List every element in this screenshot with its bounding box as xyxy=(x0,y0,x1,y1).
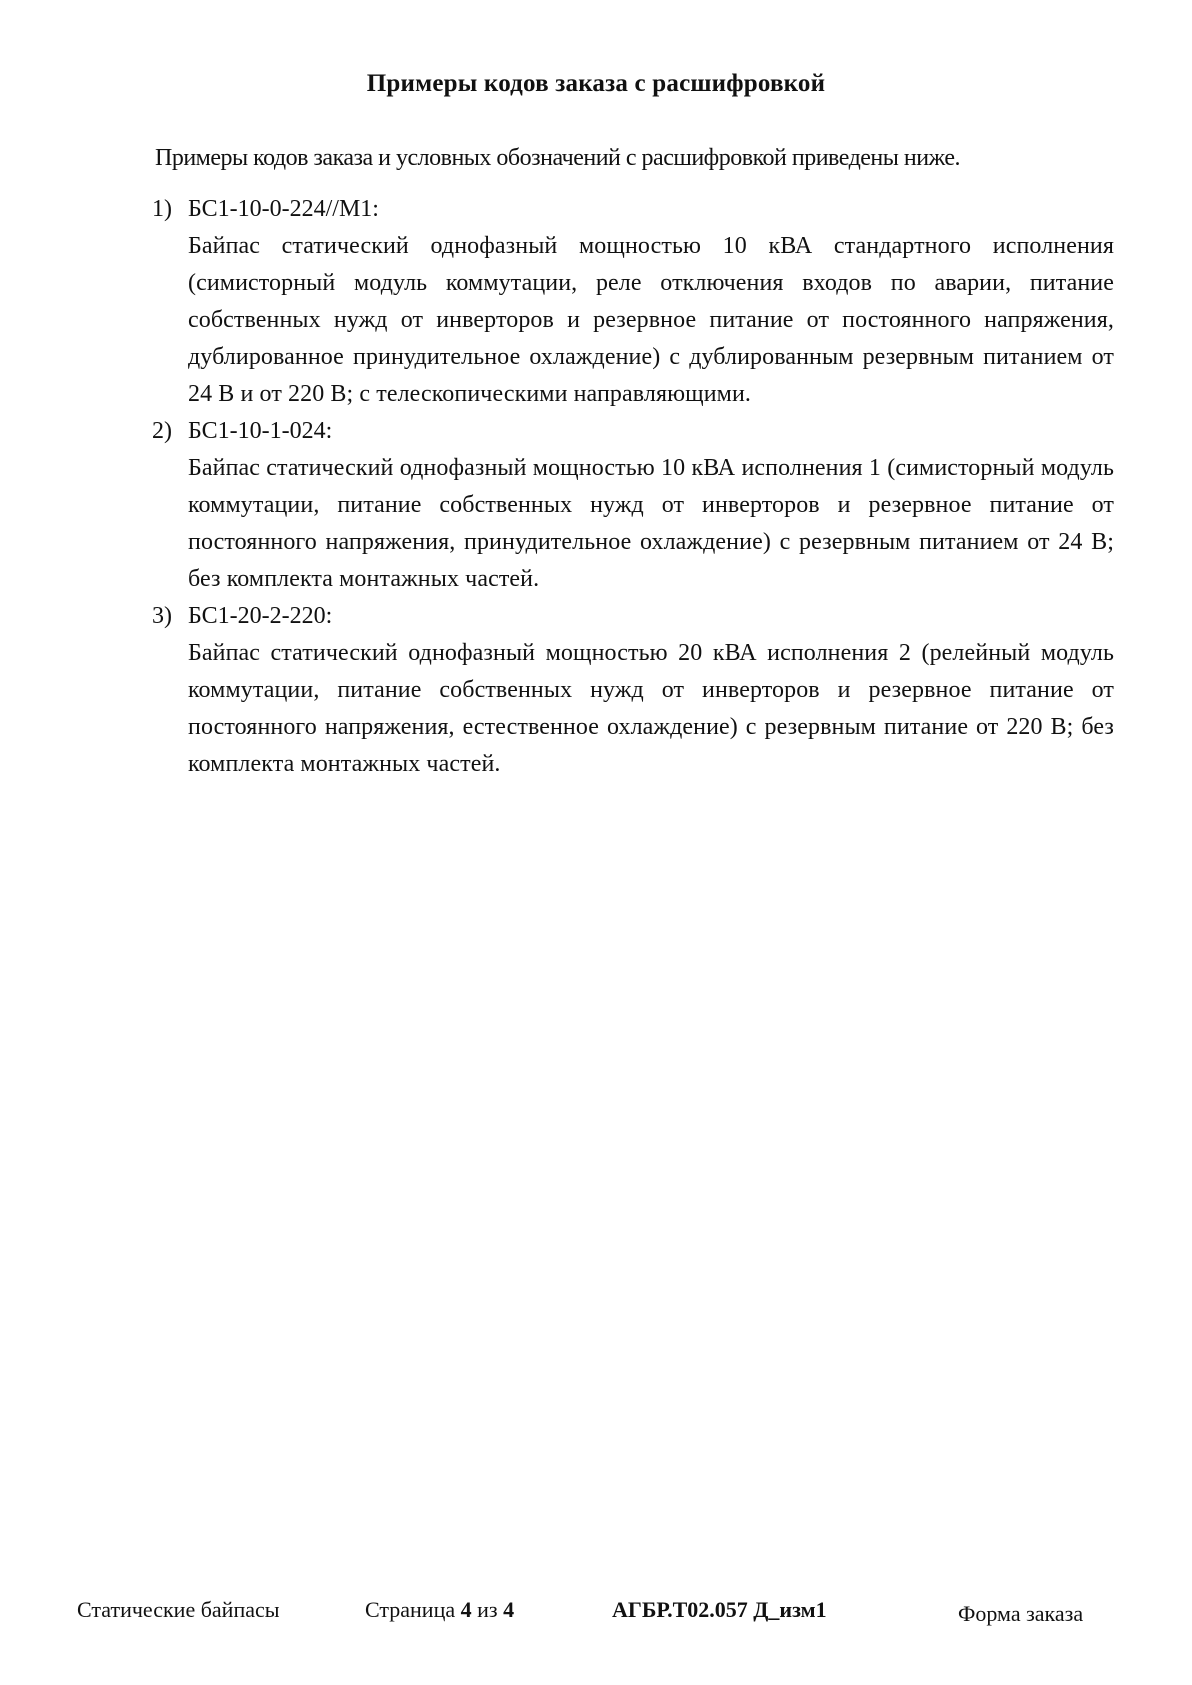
list-item xyxy=(152,598,1118,783)
footer-form: Форма заказа xyxy=(958,1601,1084,1626)
item-number: 2) xyxy=(152,418,172,444)
page-title: Примеры кодов заказа с расшифровкой xyxy=(366,70,826,97)
page-label: Страница xyxy=(365,1597,456,1622)
item-number: 3) xyxy=(152,603,172,629)
item-number: 1) xyxy=(152,196,172,222)
order-code: БС1-10-1-024: xyxy=(188,418,333,444)
list-item xyxy=(152,191,1118,413)
footer-doc-code: АГБР.Т02.057 Д_изм1 xyxy=(612,1597,827,1622)
footer-page-number xyxy=(365,1597,514,1623)
page-of: из xyxy=(477,1597,498,1622)
footer-section: Статические байпасы xyxy=(77,1597,280,1622)
order-code: БС1-10-0-224//М1: xyxy=(188,196,379,222)
order-code-list xyxy=(152,191,1118,783)
page-current: 4 xyxy=(460,1597,472,1622)
intro-paragraph: Примеры кодов заказа и условных обозначений с расшифровкой приведены ниже. xyxy=(155,145,961,171)
order-code-description: Байпас статический однофазный мощностью 20 кВА исполнения 2 (релейный модуль коммутации, питание собственных нужд от инверторов и резервное питание от постоянного напряжения, естественное охлаждение) с резервным питание от 220 В; без комплекта монтажных частей. xyxy=(188,640,1114,777)
page-footer xyxy=(0,1597,1192,1627)
order-code-description: Байпас статический однофазный мощностью 10 кВА исполнения 1 (симисторный модуль коммутации, питание собственных нужд от инверторов и резервное питание от постоянного напряжения, принудительное охлаждение) с резервным питанием от 24 В; без комплекта монтажных частей. xyxy=(188,455,1114,592)
list-item xyxy=(152,413,1118,598)
page-total: 4 xyxy=(503,1597,515,1622)
order-code: БС1-20-2-220: xyxy=(188,603,333,629)
order-code-description: Байпас статический однофазный мощностью 10 кВА стандартного исполнения (симисторный модуль коммутации, реле отключения входов по аварии, питание собственных нужд от инверторов и резервное питание от постоянного напряжения, дублированное принудительное охлаждение) с дублированным резервным питанием от 24 В и от 220 В; с телескопическими направляющими. xyxy=(188,233,1114,407)
